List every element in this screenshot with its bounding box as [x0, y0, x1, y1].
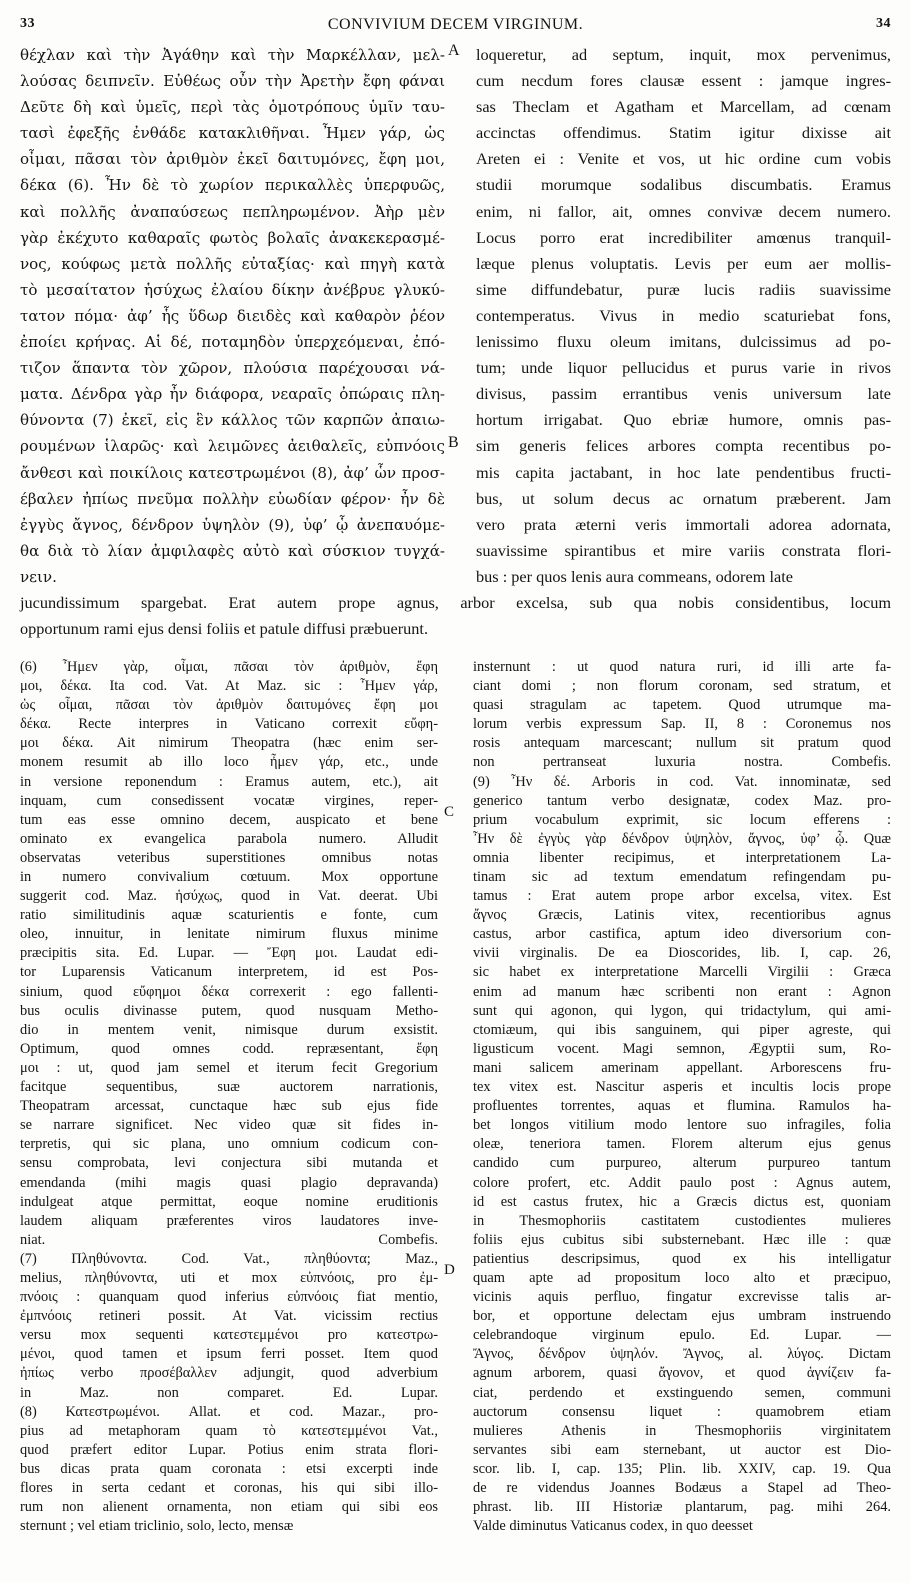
greek-text-line: ἄνθεσι καὶ ποικίλοις κατεστρωμένοι (8), ἀφ’ ὧν προσ- [20, 463, 445, 482]
footnote-line: (8) Κατεστρωμένοι. Allat. et cod. Mazar., pro- [20, 1403, 438, 1420]
footnote-line: in Maz. non comparet. Ed. Lupar. [20, 1384, 438, 1401]
footnote-line: sinium, quod εὔφημοι δέκα correxerit : ego fallenti- [20, 983, 438, 1000]
footnote-line: emendanda (mihi magis quasi plagio depravanda) [20, 1174, 438, 1191]
footnote-line: celebrandoque virginum epulo. Ed. Lupar. — [473, 1327, 891, 1344]
footnote-line: (6) Ἦμεν γὰρ, οἶμαι, πᾶσαι τὸν ἀριθμὸν, ἔφη [20, 658, 438, 675]
greek-text-line: Δεῦτε δὴ καὶ ὑμεῖς, περὶ τὰς ὁμοτρόπους ὑμῖν ταυ- [20, 98, 445, 117]
footnote-line: insternunt : ut quod natura ruri, id illi arte fa- [473, 658, 891, 675]
latin-text-line: divisus, passim errantibus venis universum late [476, 384, 891, 404]
footnote-line: quod præfert editor Lupar. Potius enim strata flori- [20, 1441, 438, 1458]
footnote-line: ratio similitudinis aquæ scaturientis e fonte, cum [20, 907, 438, 924]
footnote-line: melius, πληθύνοντα, uti et mox εὐπνόοις, pro ἐμ- [20, 1269, 438, 1286]
footnote-line: in Thesmophoriis castitatem custodientes mulieres [473, 1212, 891, 1229]
latin-text-line: lenissimo fluxu oleum imitans, dulcissimus ad po- [476, 332, 891, 352]
footnote-line: terpretis, qui sic plana, uno omnium codicum con- [20, 1136, 438, 1153]
footnote-line: facitque sequentibus, suæ auctorem narrationis, [20, 1079, 438, 1096]
page-number-left: 33 [20, 16, 35, 31]
footnote-line: tum eas esse omnino decem, auspicato et bene [20, 811, 438, 828]
footnote-line: Optimum, quod omnes codd. repræsentant, ἔφη [20, 1040, 438, 1057]
latin-text-line: bus, ut solum decus ac ornatum præberent. Jam [476, 488, 891, 508]
latin-text-line: suavissime spirantibus et mire variis constrata flori- [476, 540, 891, 560]
footnote-line: tamus : Erat autem prope arbor excelsa, vitex. Est [473, 888, 891, 905]
footnote-line: bor, et opportune delectam ejus umbram instruendo [473, 1308, 891, 1325]
margin-marker-a: A [448, 42, 460, 59]
footnote-line: flores in serta cedant et coronas, his qui sibi illo- [20, 1480, 438, 1496]
greek-text-line: έβαλεν ἠπίως πνεῦμα πολλὴν εὐωδίαν φέρον· ἦν δὲ [20, 489, 445, 508]
latin-text-line: cum necdum fores clausæ essent : jamque ingres- [476, 71, 891, 91]
greek-text-line: ἐγγὺς ἄγνος, δένδρον ὑψηλὸν (9), ὑφ’ ᾧ ἀνεπαυόμε- [20, 515, 445, 534]
latin-column [476, 42, 891, 590]
running-title: CONVIVIUM DECEM VIRGINUM. [327, 16, 584, 33]
footnote-line: μοι δέκα. Ait nimirum Theopatra (hæc enim ser- [20, 735, 438, 752]
greek-text-line: θύνοντα (7) ἐκεῖ, εἰς ἓν κάλλος τῶν καρπῶν ἀπαιω- [20, 411, 445, 430]
footnote-line: agnum arborem, quasi ἄγονον, et quod ἁγνίζειν fa- [473, 1365, 891, 1382]
greek-text-line: θα διὰ τὸ λίαν ἀμφιλαφὲς αὐτὸ καὶ σύσκιον τυγχά- [20, 541, 445, 560]
footnote-line: ἄγνος Græcis, Latinis vitex, recentioribus agnus [473, 907, 891, 924]
latin-text-line: hortum irrigabat. Quo ebriæ humore, omnis pas- [476, 410, 891, 430]
latin-text-line: contemperatus. Vivus in medio scaturiebat fons, [476, 305, 891, 325]
footnote-line: mani salicem amerinam appellant. Arborescens fru- [473, 1059, 891, 1076]
footnote-line: foliis ejus cubitus sibi substernebant. Hæc ille : quæ [473, 1231, 891, 1248]
running-header [20, 14, 891, 42]
margin-marker-b: B [448, 434, 459, 451]
footnote-line: enim ad manum hæc scribenti non erant : Agnon [473, 983, 891, 1000]
footnote-line: sunt qui agonon, qui lygon, qui tridactylum, qui ami- [473, 1002, 891, 1019]
latin-text-line: accinctas offendimus. Statim igitur dixisse ait [476, 123, 891, 143]
footnote-line: Valde diminutus Vaticanus codex, in quo deesset [473, 1518, 753, 1535]
footnote-line: suggerit cod. Maz. ἡσύχως, quod in Vat. deerat. Ubi [20, 888, 438, 905]
footnote-line: bet longos vitilium modo lentore suo infragiles, folia [473, 1117, 891, 1134]
footnote-line: indulgeat atque permittat, eoque nomine eruditionis [20, 1193, 438, 1210]
latin-text-line: jucundissimum spargebat. Erat autem prope agnus, arbor excelsa, sub qua nobis considentibus, locum [20, 592, 891, 612]
footnote-line: ligusticum vocent. Magi semnon, Ægyptii sum, Ro- [473, 1040, 891, 1057]
latin-text-line: opportunum rami ejus densi foliis et patule diffusi præbuerunt. [20, 618, 429, 638]
footnote-line: auctorum consensu liquet : quamobrem etiam [473, 1403, 891, 1420]
latin-text-line: mis capita jactabant, in hoc late pendentibus fructi- [476, 462, 891, 482]
footnote-line: inquam, cum consedissent vocatæ virgines, reper- [20, 792, 438, 809]
greek-column [20, 42, 445, 590]
footnote-line: de re videndus Joannes Bodæus a Stapel ad Theo- [473, 1480, 891, 1496]
footnotes-right-column [473, 658, 891, 1536]
footnote-line: mulieres Athenis in Thesmophoriis virginitatem [473, 1422, 891, 1439]
greek-text-line: ἐποίει κρήνας. Αἱ δέ, ποταμηδὸν ὑπερχεόμεναι, ἐπό- [20, 333, 445, 352]
footnote-line: pius ad metaphoram quam τὸ κατεστεμμένοι Vat., [20, 1422, 438, 1439]
footnote-line: tinam sic ad textum emendatum refingendam pu- [473, 869, 891, 885]
footnote-line: μοι : ut, quod jam semel et iterum fecit Gregorium [20, 1059, 438, 1076]
footnote-line: sternunt ; vel etiam triclinio, solo, lecto, mensæ [20, 1518, 294, 1535]
footnote-line: præcipitis sita. Ed. Lupar. — Ἔφη μοι. Laudat edi- [20, 945, 438, 962]
latin-text-line: vero prata æterni veris immortali adorea adornata, [476, 514, 891, 534]
footnote-line: candido cum purpureo, alterum purpureo tantum [473, 1155, 891, 1172]
footnotes-left-column [20, 658, 438, 1536]
footnote-line: ciant domi ; non florum coronam, sed stratum, et [473, 678, 891, 695]
latin-text-line: tum; unde liquor pellucidus et purus varie in rivos [476, 358, 891, 378]
greek-text-line: ματα. Δένδρα γὰρ ἦν διάφορα, νεαραῖς ὀπώραις πλη- [20, 385, 445, 404]
footnote-line: (9) Ἦν δέ. Arboris in cod. Vat. innominatæ, sed [473, 773, 891, 790]
footnote-line: ctomiæum, qui ibis sanguinem, qui piper agreste, qui [473, 1021, 891, 1038]
footnote-line: ἠπίως verbo προσέβαλλεν adjungit, quod adverbium [20, 1365, 438, 1382]
footnote-line: laudem aliquam præferentes viros laudatores inve- [20, 1212, 438, 1229]
footnote-line: lorum verbis expressum Sap. II, 8 : Coronemus nos [473, 716, 891, 733]
footnote-line: μένοι, quod tamen et ipsum ferri posset. Item quod [20, 1346, 438, 1363]
footnote-line: prium vocabulum exprimit, sic locum efferens : [473, 811, 891, 828]
footnote-line: servantes sibi eam sternebant, ut auctor est Dio- [473, 1441, 891, 1458]
page-number-right: 34 [876, 16, 891, 31]
footnote-line: profluentes torrentes, aquas et flumina. Ramulos ha- [473, 1098, 891, 1115]
footnote-line: Theopatram arcessat, cunctaque hæc sub ejus fide [20, 1098, 438, 1115]
footnote-line: generico tantum verbo designatæ, codex Maz. pro- [473, 792, 891, 809]
footnote-line: versu mox sequenti κατεστεμμένοι pro κατεστρω- [20, 1327, 438, 1344]
footnote-line: sensu comprobata, levi conjectura sibi mutanda et [20, 1155, 438, 1172]
footnotes [20, 658, 891, 1536]
footnote-line: Ἄγνος, δένδρον ὑψηλόν. Ἄγνος, al. λύγος. Dictam [473, 1346, 891, 1363]
footnote-line: (7) Πληθύνοντα. Cod. Vat., πληθύοντα; Maz., [20, 1250, 438, 1267]
greek-text-line: νειν. [20, 567, 57, 586]
footnote-line: bus oculis divinasse putem, quod nusquam Metho- [20, 1002, 438, 1019]
main-text-continuation [20, 590, 891, 642]
footnote-line: in numero convivalium cœtuum. Mox opportune [20, 869, 438, 885]
footnote-line: ἐμπνόοις retineri possit. At Vat. vicissim rectius [20, 1308, 438, 1325]
latin-text-line: bus : per quos lenis aura commeans, odorem late [476, 566, 793, 586]
greek-text-line: τατον πόμα· ἀφ’ ἧς ὕδωρ διειδὲς καὶ καθαρὸν ῥέον [20, 306, 445, 325]
latin-text-line: studii morumque sodalibus discumbatis. Eramus [476, 175, 891, 195]
footnote-line: δέκα. Recte interpres in Vaticano correxit εὔφη- [20, 716, 438, 733]
footnote-line: id est castus frutex, hic a Græcis dictus est, quoniam [473, 1193, 891, 1210]
latin-text-line: sas Theclam et Agatham et Marcellam, ad cœnam [476, 97, 891, 117]
footnote-line: observatas veteribus superstitiones omnibus notas [20, 849, 438, 866]
greek-text-line: ρουμένων ἱλαρῶς· καὶ λειμῶνες ἀειθαλεῖς, εὐπνόοις [20, 437, 445, 456]
footnote-line: Ἦν δὲ ἐγγὺς γὰρ δένδρον ὑψηλὸν, ἄγνος, ὑφ’ ᾧ. Quæ [473, 830, 891, 847]
margin-marker-c: C [444, 803, 455, 820]
greek-text-line: τασὶ ἐφεξῆς ἐνθάδε κατακλιθῆναι. Ἦμεν γάρ, ὡς [20, 124, 445, 143]
footnote-line: niat. Combefis. [20, 1231, 438, 1248]
greek-text-line: τιζον ἅπαντα τὸν χῶρον, πλούσια παρέχουσαι νά- [20, 359, 445, 378]
footnote-line: sic habet ex interpretatione Marcelli Virgilii : Græca [473, 964, 891, 981]
footnote-line: oleo, innuitur, in lenitate nimirum fluxus minime [20, 926, 438, 943]
footnote-line: oleæ, teneriora tamen. Florem alterum ejus genus [473, 1136, 891, 1153]
footnote-line: patientius descripsimus, quod ex his intelligatur [473, 1250, 891, 1267]
greek-text-line: οἶμαι, πᾶσαι τὸν ἀριθμὸν ἐκεῖ δαιτυμόνες, ἔφη μοι, [20, 150, 445, 169]
separator [20, 642, 891, 654]
footnote-line: omnia libenter recipimus, et interpretationem La- [473, 849, 891, 866]
latin-text-line: sim generis felices arbores compta recentibus po- [476, 436, 891, 456]
greek-text-line: καὶ πολλῆς ἀναπαύσεως πεπληρωμένον. Ἀὴρ μὲν [20, 202, 445, 221]
greek-text-line: γὰρ ἐκέχυτο καθαραῖς φωτὸς βολαῖς ἀνακεκερασμέ- [20, 228, 445, 247]
latin-text-line: Locus porro erat incredibiliter amœnus tranquil- [476, 227, 891, 247]
footnote-line: rum non alienent ornamenta, non etiam qui sibi eos [20, 1499, 438, 1516]
footnote-line: tex vitex est. Nascitur asperis et incultis locis prope [473, 1079, 891, 1096]
greek-text-line: λούσας δειπνεῖν. Εὐθέως οὖν τὴν Ἀρετὴν ἔφη φάναι [20, 72, 445, 91]
footnote-line: monem resumit ab illo loco ἦμεν γάρ, etc., unde [20, 754, 438, 771]
footnote-line: phrast. lib. III Historiæ plantarum, pag. mihi 264. [473, 1499, 891, 1516]
latin-text-line: sime diffundebatur, puræ lucis radiis suavissime [476, 279, 891, 299]
footnote-line: quam apte ad propositum loco alto et præcipuo, [473, 1269, 891, 1286]
footnote-line: bus dicas prata quam coronata : etsi excerpti inde [20, 1460, 438, 1477]
footnote-line: non pertranseat luxuria nostra. Combefis. [473, 754, 891, 771]
footnote-line: ciat, perdendo et exstinguendo semen, communi [473, 1384, 891, 1401]
footnote-line: in versione reponendum : Eramus autem, etc.), ait [20, 773, 438, 790]
greek-text-line: δέκα (6). Ἦν δὲ τὸ χωρίον περικαλλὲς ὑπερφυῶς, [20, 176, 445, 195]
latin-text-line: loqueretur, ad septum, inquit, mox pervenimus, [476, 45, 891, 64]
footnote-line: ominato ex evangelica parabola numero. Alludit [20, 830, 438, 847]
footnote-line: vicinis aquis perfluo, fingatur excrevisse talis ar- [473, 1289, 891, 1306]
footnote-line: rosis antequam marcescant; nullum sit pratum quod [473, 735, 891, 752]
footnote-line: vivii virginalis. De ea Dioscorides, lib. I, cap. 26, [473, 945, 891, 962]
margin-marker-d: D [444, 1261, 455, 1278]
greek-text-line: νος, κούφως μετὰ πολλῆς εὐταξίας· καὶ πηγὴ κατὰ [20, 254, 445, 273]
latin-text-line: enim, ni fallor, ait, omnes convivæ decem numero. [476, 201, 891, 221]
greek-text-line: θέχλαν καὶ τὴν Ἀγάθην καὶ τὴν Μαρκέλλαν, μελ- [20, 46, 445, 64]
footnote-line: ὡς οἶμαι, πᾶσαι τὸν ἀριθμὸν δαιτυμόνες ἔφη μοι [20, 697, 438, 714]
footnote-line: castus, arbor castifica, aptum ideo diversorium con- [473, 926, 891, 943]
footnote-line: scor. lib. I, cap. 135; Plin. lib. XXIV, cap. 19. Qua [473, 1460, 891, 1477]
footnote-line: πνόοις : quanquam quod inferius εὐπνόοις fiat mentio, [20, 1289, 438, 1306]
footnote-line: dio in mentem venit, nimisque durum exsistit. [20, 1021, 438, 1038]
latin-text-line: Areten ei : Venite et vos, ut hic ordine cum vobis [476, 149, 891, 169]
greek-text-line: τὸ μεσαίτατον ἡσύχως ἐλαίου δίκην ἀνέβρυε γλυκύ- [20, 280, 445, 299]
main-text [20, 42, 891, 590]
footnote-line: μοι, δέκα. Ita cod. Vat. At Maz. sic : Ἦμεν γάρ, [20, 678, 438, 695]
footnote-line: tor Luparensis Vaticanum interpretem, id est Pos- [20, 964, 438, 981]
footnote-line: colore profert, etc. Addit paulo post : Agnus autem, [473, 1174, 891, 1191]
latin-text-line: læque plenus voluptatis. Levis per eum aer mollis- [476, 253, 891, 273]
footnote-line: se narrare significet. Nec video quæ sit fides in- [20, 1117, 438, 1134]
footnote-line: quasi stragulam ac tapetem. Quod utrumque ma- [473, 697, 891, 714]
